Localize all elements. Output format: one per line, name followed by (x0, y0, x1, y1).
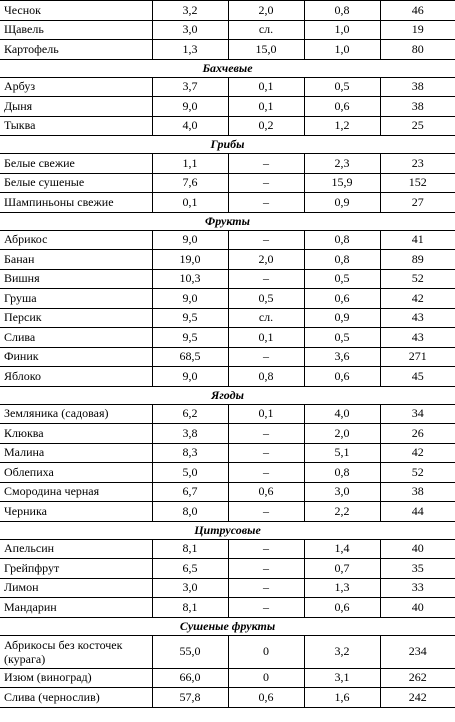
table-row (0, 1, 455, 21)
value-cell-4: 27 (380, 193, 455, 213)
value-cell-1: 3,7 (152, 77, 228, 97)
table-row (0, 250, 455, 270)
table-row (0, 688, 455, 708)
value-cell-3: 0,8 (304, 230, 380, 250)
value-cell-1: 1,1 (152, 154, 228, 174)
value-cell-2: 0,1 (228, 328, 304, 348)
product-name-cell: Финик (0, 347, 152, 367)
section-header-row (0, 617, 455, 635)
section-header-row (0, 212, 455, 230)
product-name-cell: Слива (чернослив) (0, 688, 152, 708)
table-row (0, 116, 455, 136)
value-cell-4: 35 (380, 559, 455, 579)
value-cell-1: 4,0 (152, 116, 228, 136)
value-cell-3: 15,9 (304, 173, 380, 193)
section-header-row (0, 521, 455, 539)
value-cell-2: – (228, 463, 304, 483)
product-name-cell: Дыня (0, 97, 152, 117)
value-cell-4: 234 (380, 635, 455, 668)
product-name-cell: Земляника (садовая) (0, 404, 152, 424)
value-cell-1: 9,5 (152, 308, 228, 328)
value-cell-3: 0,8 (304, 1, 380, 21)
value-cell-3: 3,0 (304, 482, 380, 502)
table-row (0, 539, 455, 559)
value-cell-1: 9,0 (152, 97, 228, 117)
product-name-cell: Мандарин (0, 598, 152, 618)
value-cell-4: 45 (380, 367, 455, 387)
table-row (0, 97, 455, 117)
value-cell-3: 3,1 (304, 668, 380, 688)
value-cell-4: 40 (380, 598, 455, 618)
value-cell-3: 3,6 (304, 347, 380, 367)
value-cell-1: 3,8 (152, 424, 228, 444)
value-cell-1: 10,3 (152, 269, 228, 289)
value-cell-1: 8,1 (152, 598, 228, 618)
value-cell-2: 0,8 (228, 367, 304, 387)
value-cell-1: 66,0 (152, 668, 228, 688)
product-name-cell: Белые свежие (0, 154, 152, 174)
value-cell-3: 0,5 (304, 269, 380, 289)
table-row (0, 367, 455, 387)
product-name-cell: Слива (0, 328, 152, 348)
value-cell-3: 2,0 (304, 424, 380, 444)
table-row (0, 154, 455, 174)
table-row (0, 347, 455, 367)
value-cell-1: 8,3 (152, 443, 228, 463)
value-cell-4: 46 (380, 1, 455, 21)
value-cell-2: 2,0 (228, 250, 304, 270)
value-cell-2: 0,1 (228, 77, 304, 97)
product-name-cell: Груша (0, 289, 152, 309)
value-cell-4: 42 (380, 289, 455, 309)
value-cell-1: 8,1 (152, 539, 228, 559)
product-name-cell: Арбуз (0, 77, 152, 97)
table-row (0, 173, 455, 193)
value-cell-1: 57,8 (152, 688, 228, 708)
table-body (0, 1, 455, 708)
value-cell-4: 262 (380, 668, 455, 688)
value-cell-4: 52 (380, 463, 455, 483)
value-cell-2: – (228, 502, 304, 522)
value-cell-4: 23 (380, 154, 455, 174)
value-cell-2: 0,1 (228, 97, 304, 117)
value-cell-1: 3,0 (152, 578, 228, 598)
table-row (0, 328, 455, 348)
value-cell-2: 0,6 (228, 688, 304, 708)
value-cell-4: 38 (380, 97, 455, 117)
value-cell-4: 33 (380, 578, 455, 598)
value-cell-4: 52 (380, 269, 455, 289)
product-name-cell: Шампиньоны свежие (0, 193, 152, 213)
product-name-cell: Персик (0, 308, 152, 328)
value-cell-2: – (228, 347, 304, 367)
value-cell-4: 242 (380, 688, 455, 708)
product-name-cell: Лимон (0, 578, 152, 598)
value-cell-4: 19 (380, 20, 455, 40)
value-cell-2: – (228, 173, 304, 193)
value-cell-3: 0,6 (304, 97, 380, 117)
value-cell-4: 38 (380, 77, 455, 97)
value-cell-4: 152 (380, 173, 455, 193)
product-name-cell: Изюм (виноград) (0, 668, 152, 688)
value-cell-2: 0,6 (228, 482, 304, 502)
table-row (0, 77, 455, 97)
table-row (0, 269, 455, 289)
value-cell-1: 9,0 (152, 289, 228, 309)
product-name-cell: Абрикосы без косточек (курага) (0, 635, 152, 668)
value-cell-1: 19,0 (152, 250, 228, 270)
value-cell-4: 40 (380, 539, 455, 559)
value-cell-2: – (228, 578, 304, 598)
value-cell-1: 6,5 (152, 559, 228, 579)
section-title: Ягоды (0, 386, 455, 404)
value-cell-2: – (228, 424, 304, 444)
section-header-row (0, 136, 455, 154)
value-cell-2: 15,0 (228, 40, 304, 60)
value-cell-1: 9,5 (152, 328, 228, 348)
value-cell-1: 0,1 (152, 193, 228, 213)
value-cell-2: сл. (228, 20, 304, 40)
value-cell-4: 41 (380, 230, 455, 250)
table-row (0, 404, 455, 424)
value-cell-2: – (228, 559, 304, 579)
value-cell-2: 2,0 (228, 1, 304, 21)
value-cell-2: – (228, 269, 304, 289)
table-row (0, 482, 455, 502)
product-name-cell: Малина (0, 443, 152, 463)
product-name-cell: Белые сушеные (0, 173, 152, 193)
value-cell-4: 80 (380, 40, 455, 60)
value-cell-3: 1,0 (304, 20, 380, 40)
value-cell-1: 55,0 (152, 635, 228, 668)
value-cell-3: 0,6 (304, 367, 380, 387)
product-name-cell: Вишня (0, 269, 152, 289)
value-cell-4: 43 (380, 328, 455, 348)
value-cell-3: 0,7 (304, 559, 380, 579)
value-cell-2: – (228, 230, 304, 250)
section-title: Сушеные фрукты (0, 617, 455, 635)
value-cell-3: 0,5 (304, 77, 380, 97)
value-cell-2: – (228, 193, 304, 213)
product-name-cell: Чеснок (0, 1, 152, 21)
value-cell-3: 1,2 (304, 116, 380, 136)
value-cell-1: 9,0 (152, 230, 228, 250)
table-row (0, 635, 455, 668)
value-cell-4: 38 (380, 482, 455, 502)
table-row (0, 668, 455, 688)
value-cell-3: 0,8 (304, 250, 380, 270)
value-cell-1: 6,2 (152, 404, 228, 424)
product-name-cell: Банан (0, 250, 152, 270)
value-cell-3: 3,2 (304, 635, 380, 668)
table-row (0, 443, 455, 463)
product-name-cell: Щавель (0, 20, 152, 40)
section-title: Цитрусовые (0, 521, 455, 539)
value-cell-2: – (228, 443, 304, 463)
value-cell-2: 0,5 (228, 289, 304, 309)
product-name-cell: Картофель (0, 40, 152, 60)
value-cell-2: 0,2 (228, 116, 304, 136)
value-cell-1: 9,0 (152, 367, 228, 387)
value-cell-2: 0 (228, 635, 304, 668)
value-cell-4: 43 (380, 308, 455, 328)
value-cell-1: 6,7 (152, 482, 228, 502)
table-row (0, 578, 455, 598)
table-row (0, 463, 455, 483)
value-cell-2: 0 (228, 668, 304, 688)
value-cell-4: 44 (380, 502, 455, 522)
table-row (0, 502, 455, 522)
section-title: Бахчевые (0, 59, 455, 77)
table-row (0, 40, 455, 60)
value-cell-3: 4,0 (304, 404, 380, 424)
value-cell-4: 34 (380, 404, 455, 424)
value-cell-2: сл. (228, 308, 304, 328)
value-cell-1: 3,2 (152, 1, 228, 21)
table-row (0, 20, 455, 40)
product-name-cell: Грейпфрут (0, 559, 152, 579)
value-cell-3: 2,2 (304, 502, 380, 522)
table-row (0, 598, 455, 618)
value-cell-1: 7,6 (152, 173, 228, 193)
value-cell-4: 26 (380, 424, 455, 444)
section-title: Грибы (0, 136, 455, 154)
table-row (0, 308, 455, 328)
section-header-row (0, 386, 455, 404)
product-name-cell: Тыква (0, 116, 152, 136)
table-row (0, 230, 455, 250)
value-cell-3: 0,5 (304, 328, 380, 348)
product-name-cell: Облепиха (0, 463, 152, 483)
value-cell-3: 0,9 (304, 308, 380, 328)
value-cell-4: 271 (380, 347, 455, 367)
product-name-cell: Яблоко (0, 367, 152, 387)
value-cell-3: 1,0 (304, 40, 380, 60)
product-name-cell: Апельсин (0, 539, 152, 559)
value-cell-3: 0,9 (304, 193, 380, 213)
value-cell-1: 8,0 (152, 502, 228, 522)
value-cell-3: 0,8 (304, 463, 380, 483)
value-cell-3: 0,6 (304, 598, 380, 618)
section-header-row (0, 59, 455, 77)
value-cell-3: 1,6 (304, 688, 380, 708)
value-cell-1: 3,0 (152, 20, 228, 40)
value-cell-3: 5,1 (304, 443, 380, 463)
product-name-cell: Клюква (0, 424, 152, 444)
value-cell-3: 1,3 (304, 578, 380, 598)
value-cell-1: 1,3 (152, 40, 228, 60)
table-row (0, 424, 455, 444)
value-cell-3: 2,3 (304, 154, 380, 174)
value-cell-4: 89 (380, 250, 455, 270)
table-row (0, 193, 455, 213)
value-cell-4: 25 (380, 116, 455, 136)
value-cell-3: 0,6 (304, 289, 380, 309)
table-row (0, 559, 455, 579)
value-cell-2: – (228, 539, 304, 559)
product-name-cell: Смородина черная (0, 482, 152, 502)
section-title: Фрукты (0, 212, 455, 230)
product-name-cell: Черника (0, 502, 152, 522)
value-cell-1: 68,5 (152, 347, 228, 367)
table-row (0, 289, 455, 309)
product-name-cell: Абрикос (0, 230, 152, 250)
value-cell-4: 42 (380, 443, 455, 463)
value-cell-2: – (228, 154, 304, 174)
value-cell-3: 1,4 (304, 539, 380, 559)
value-cell-2: 0,1 (228, 404, 304, 424)
value-cell-2: – (228, 598, 304, 618)
value-cell-1: 5,0 (152, 463, 228, 483)
